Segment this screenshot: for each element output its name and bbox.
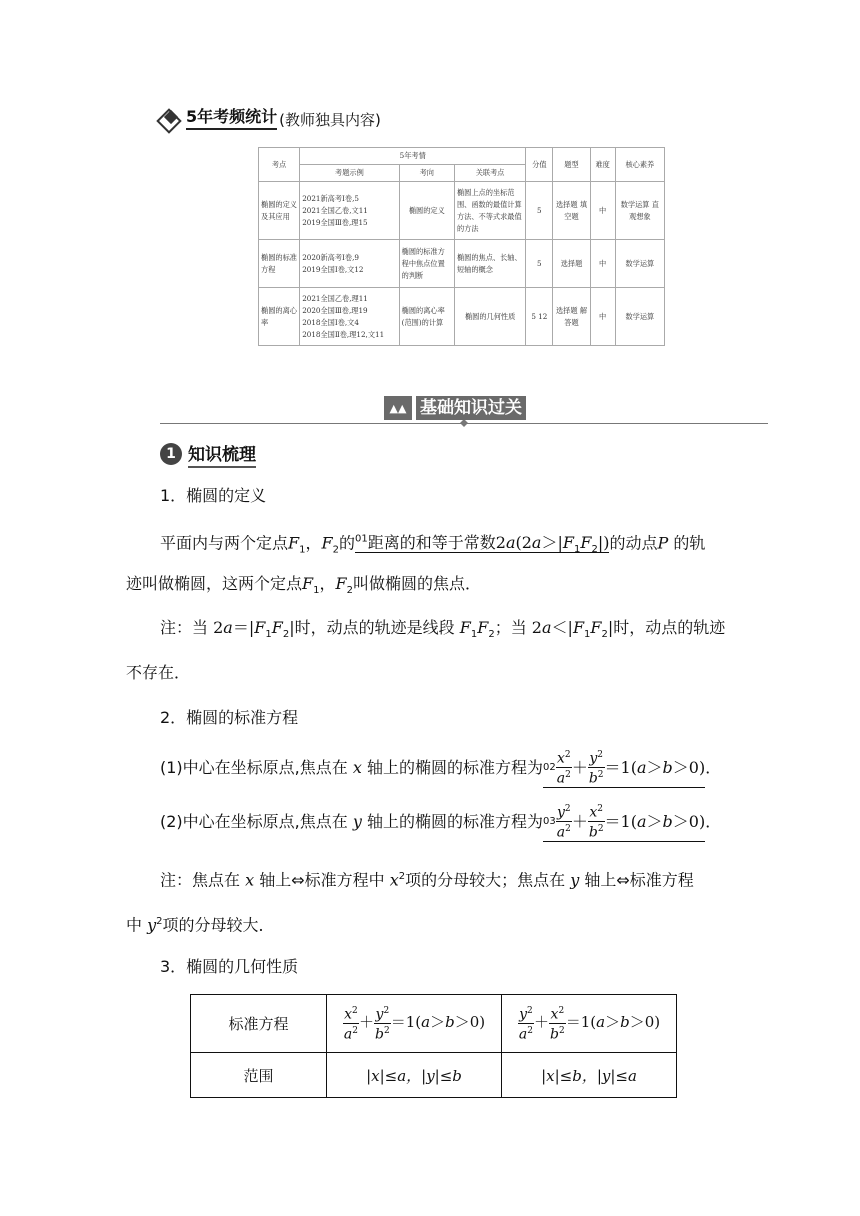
geometry-table	[190, 994, 677, 1098]
banner-title: 基础知识过关	[416, 396, 526, 420]
cell-guanlian: 椭圆的焦点、长轴、短轴的概念	[454, 240, 525, 288]
item2-note-line1: 注：焦点在 x 轴上⇔标准方程中 $x^2$项的分母较大；焦点在 y 轴上⇔标准方程	[160, 870, 694, 890]
header-note: (教师独具内容)	[279, 111, 381, 129]
cell-kaodian: 椭圆的标准方程	[259, 240, 300, 288]
number-badge: 1	[160, 443, 182, 465]
cell-kaodian: 椭圆的定义及其应用	[259, 182, 300, 240]
cell-fenzhi: 5	[526, 182, 553, 240]
col-suyang: 核心素养	[615, 148, 664, 182]
cell-guanlian: 椭圆上点的坐标范围、函数的最值计算方法、不等式求最值的方法	[454, 182, 525, 240]
cell-examples: 2021新高考Ⅰ卷,5 2021全国乙卷,文11 2019全国Ⅲ卷,理15	[300, 182, 399, 240]
subsection-title-text: 知识梳理	[188, 440, 256, 468]
item1-title: 1．椭圆的定义	[160, 486, 267, 505]
table-row	[259, 182, 665, 240]
cell-fenzhi: 5	[526, 240, 553, 288]
table-row	[259, 288, 665, 346]
section-banner	[384, 396, 526, 420]
cell-suyang: 数学运算	[615, 240, 664, 288]
cell-nandu: 中	[590, 182, 615, 240]
cell-kaoxiang: 椭圆的标准方程中焦点位置的判断	[399, 240, 454, 288]
col-group: 5年考情	[300, 148, 526, 165]
exam-stats-table	[258, 147, 665, 346]
cell-suyang: 数学运算 直观想象	[615, 182, 664, 240]
col-kaoxiang: 考向	[399, 165, 454, 182]
table-row	[191, 1053, 677, 1098]
triangles-icon: ▲▲	[384, 396, 412, 420]
cell-nandu: 中	[590, 240, 615, 288]
item2-line2: (2)中心在坐标原点,焦点在 y 轴上的椭圆的标准方程为 03 $\frac{y^2}{a^2}$ ＋ $\frac{x^2}{b^2}$ ＝1( a ＞ b ＞0) ．	[160, 804, 722, 841]
subsection-title	[160, 440, 256, 468]
col-tixing: 题型	[553, 148, 590, 182]
col-fenzhi: 分值	[526, 148, 553, 182]
cell-tixing: 选择题	[553, 240, 590, 288]
row-label-range: 范围	[191, 1053, 327, 1098]
table-row	[191, 995, 677, 1053]
col-nandu: 难度	[590, 148, 615, 182]
rule-diamond-icon	[460, 419, 468, 427]
cell-kaoxiang: 椭圆的定义	[399, 182, 454, 240]
col-shili: 考题示例	[300, 165, 399, 182]
item2-note-line2: 中 $y^2$项的分母较大．	[126, 915, 275, 935]
item2-title: 2．椭圆的标准方程	[160, 708, 299, 727]
table-row	[259, 240, 665, 288]
item1-paragraph-line2: 迹叫做椭圆，这两个定点$F_1$，$F_2$叫做椭圆的焦点．	[126, 574, 482, 597]
cell-nandu: 中	[590, 288, 615, 346]
equation-y-major: $\frac{y^2}{a^2}$ ＋ $\frac{x^2}{b^2}$ ＝1(a＞b＞0)	[502, 995, 677, 1053]
cell-fenzhi: 5 12	[526, 288, 553, 346]
diamond-icon	[160, 110, 182, 130]
item2-line1: (1)中心在坐标原点,焦点在 x 轴上的椭圆的标准方程为 02 $\frac{x^2}{a^2}$ ＋ $\frac{y^2}{b^2}$ ＝1( a ＞ b ＞0) ．	[160, 750, 722, 787]
cell-tixing: 选择题 填空题	[553, 182, 590, 240]
header-title: 5年考频统计	[186, 104, 277, 130]
cell-suyang: 数学运算	[615, 288, 664, 346]
section-header	[160, 104, 381, 130]
range-y-major: |x|≤b，|y|≤a	[502, 1053, 677, 1098]
blank-marker: 01	[355, 534, 368, 545]
item3-title: 3．椭圆的几何性质	[160, 957, 299, 976]
row-label-equation: 标准方程	[191, 995, 327, 1053]
cell-tixing: 选择题 解答题	[553, 288, 590, 346]
item1-paragraph-line1: 平面内与两个定点$F_1$，$F_2$的$^{01}$距离的和等于常数$2a(2a>|F_1F_2|)$的动点P 的轨	[160, 533, 706, 556]
cell-examples: 2021全国乙卷,理11 2020全国Ⅲ卷,理19 2018全国Ⅰ卷,文4 2018全国Ⅱ卷,理12,文11	[300, 288, 399, 346]
item1-note-line1: 注：当 $2a=|F_1F_2|$时，动点的轨迹是线段 $F_1F_2$；当 $2a<|F_1F_2|$时，动点的轨迹	[160, 618, 726, 641]
cell-kaodian: 椭圆的离心率	[259, 288, 300, 346]
cell-examples: 2020新高考Ⅰ卷,9 2019全国Ⅰ卷,文12	[300, 240, 399, 288]
col-guanlian: 关联考点	[454, 165, 525, 182]
blank-marker: 02	[542, 761, 556, 773]
range-x-major: |x|≤a，|y|≤b	[327, 1053, 502, 1098]
equation-x-major: $\frac{x^2}{a^2}$ ＋ $\frac{y^2}{b^2}$ ＝1(a＞b＞0)	[327, 995, 502, 1053]
blank-marker: 03	[543, 815, 556, 827]
item1-note-line2: 不存在．	[126, 663, 191, 682]
col-kaodian: 考点	[259, 148, 300, 182]
cell-kaoxiang: 椭圆的离心率(范围)的计算	[399, 288, 454, 346]
cell-guanlian: 椭圆的几何性质	[454, 288, 525, 346]
